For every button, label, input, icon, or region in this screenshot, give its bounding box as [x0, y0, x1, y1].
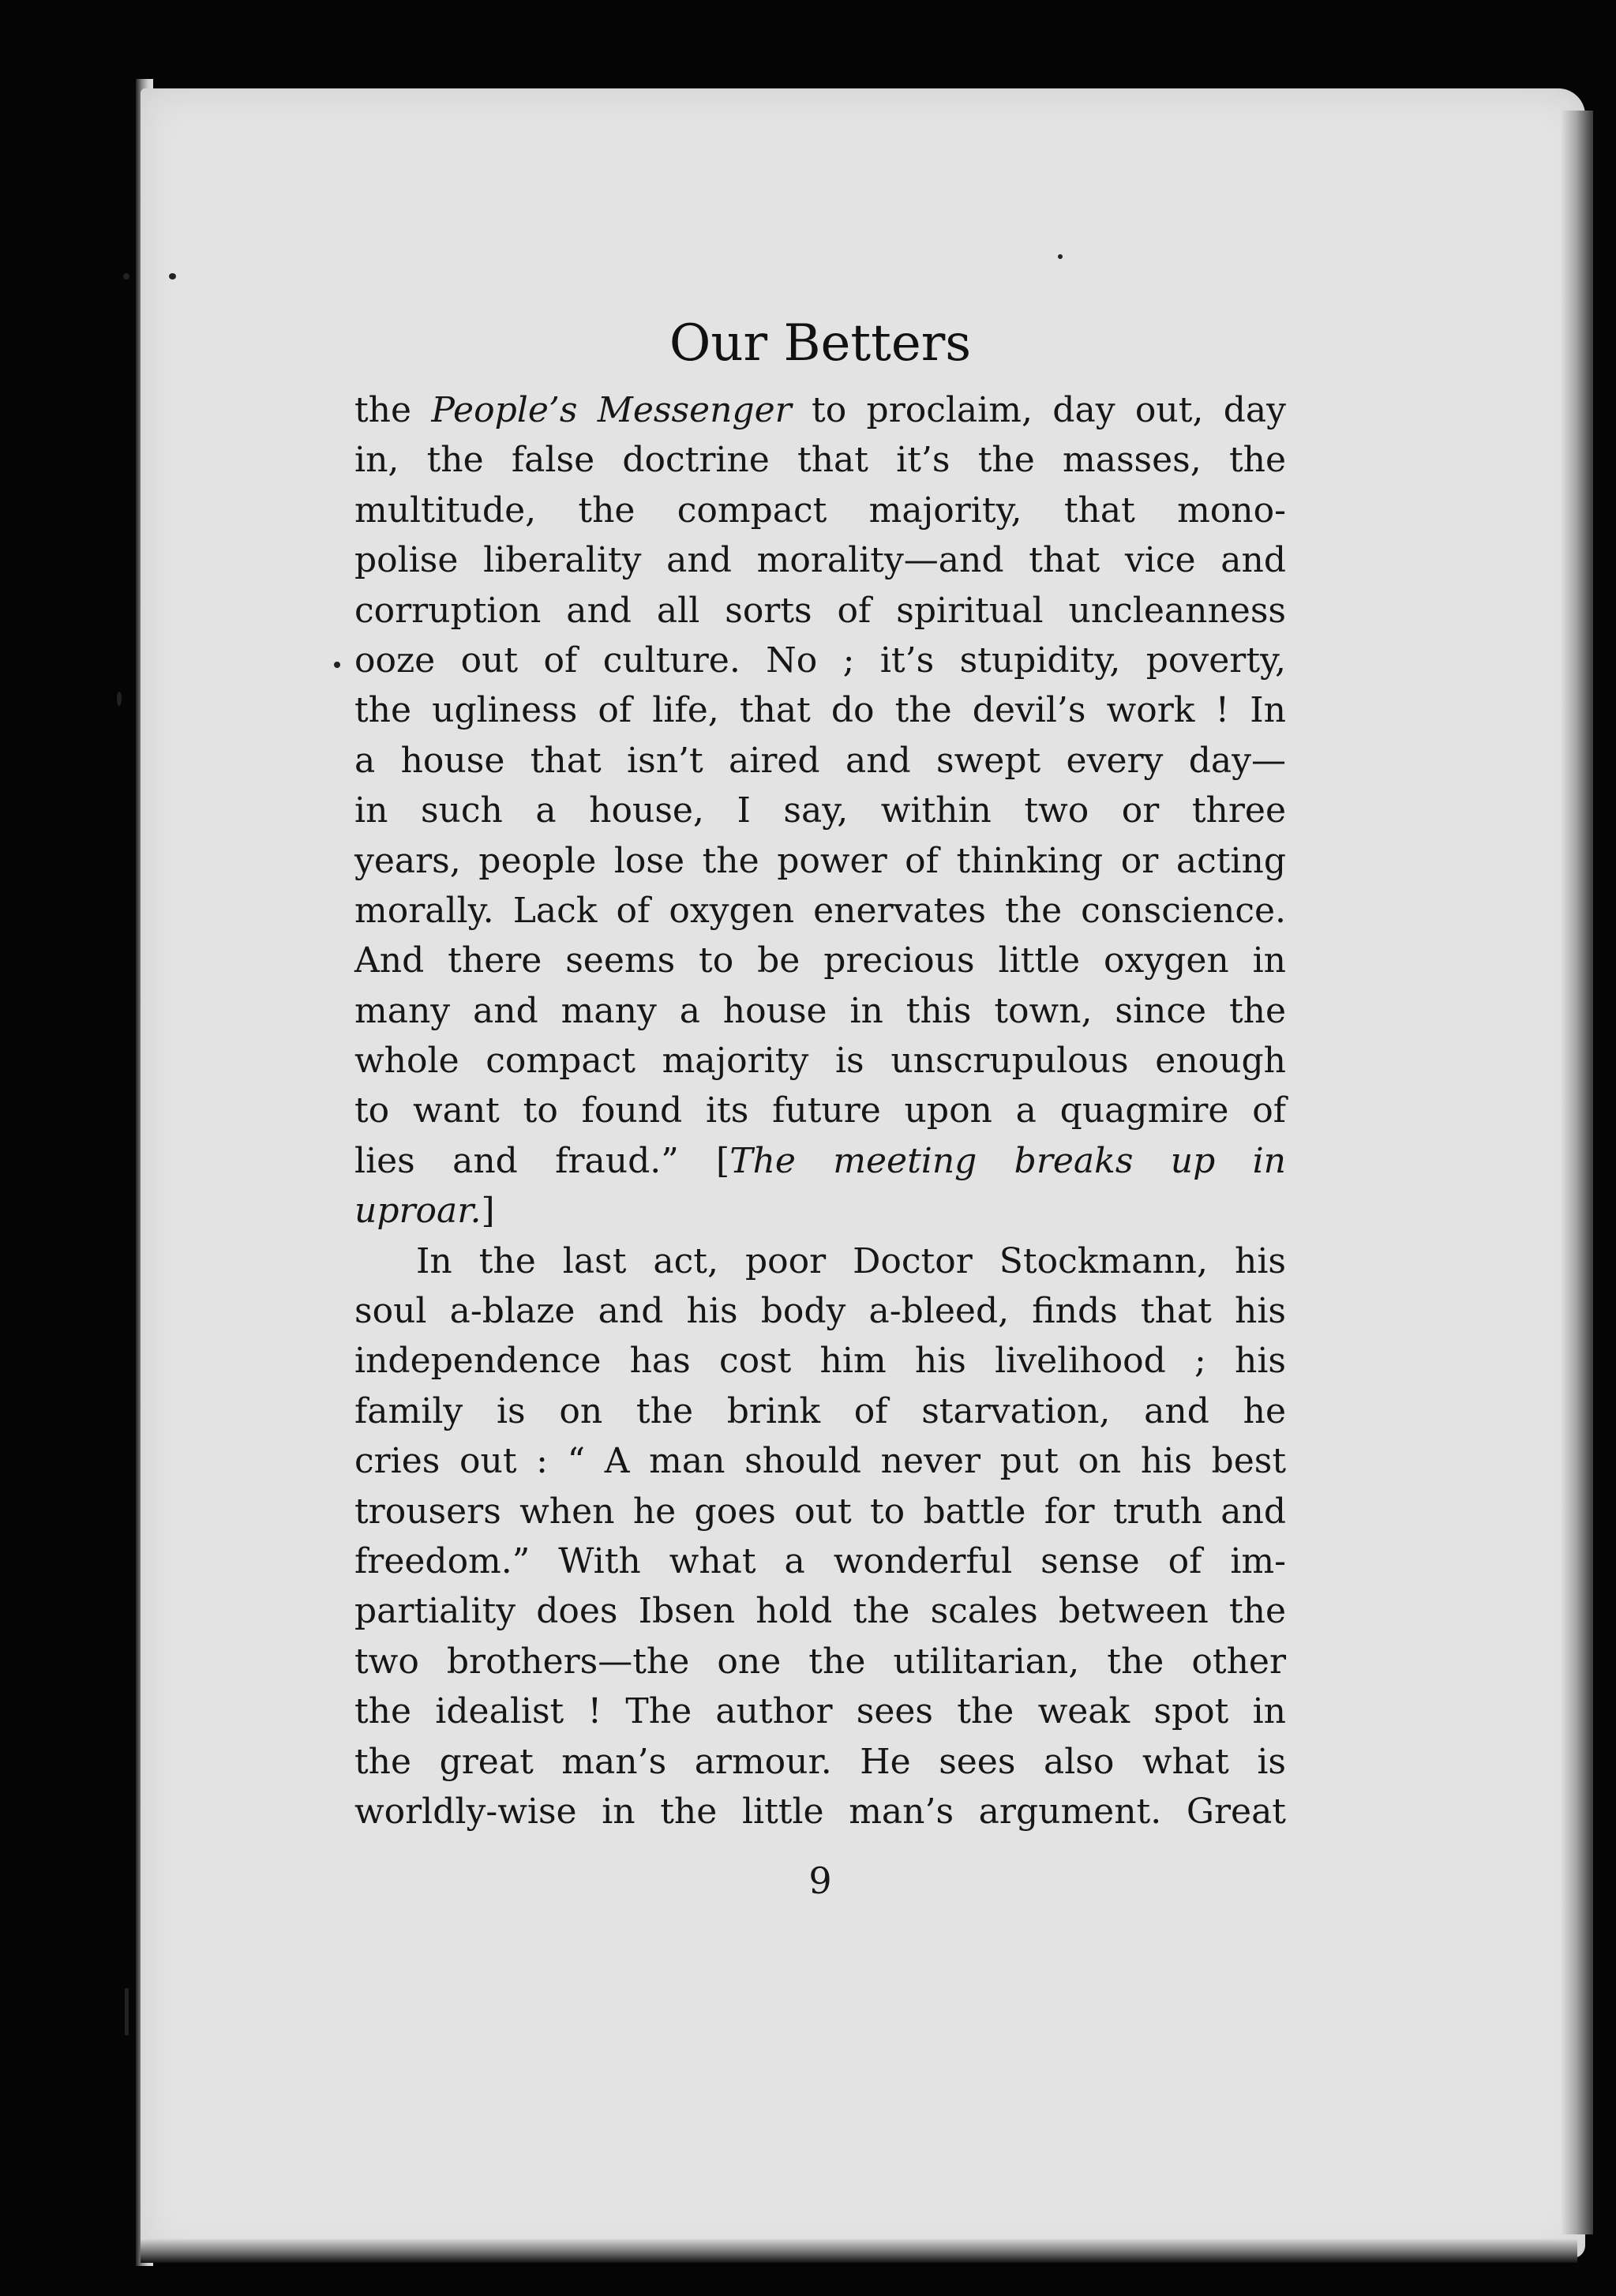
text-line: trousers when he goes out to battle for truth and: [354, 1491, 1286, 1532]
italic-text: People’s Messenger: [431, 390, 792, 430]
page-edge-bottom: [141, 2239, 1577, 2263]
roman-text: the: [354, 390, 432, 430]
italic-text: uproar.: [354, 1191, 482, 1232]
text-line: whole compact majority is unscrupulous enough: [354, 1041, 1286, 1082]
roman-text: to proclaim, day out, day: [791, 390, 1287, 430]
margin-speck: [1058, 254, 1063, 259]
page-edge-right: [1562, 111, 1593, 2234]
text-line: cries out : “ A man should never put on his best: [354, 1441, 1286, 1482]
text-line: family is on the brink of starvation, and he: [354, 1390, 1286, 1431]
italic-text: The meeting breaks up in: [729, 1140, 1286, 1181]
text-line: And there seems to be precious little oxygen in: [354, 940, 1286, 981]
text-line: ooze out of culture. No ; it’s stupidity, poverty,: [354, 640, 1286, 681]
text-line: corruption and all sorts of spiritual uncleanness: [354, 590, 1286, 631]
roman-text: lies and fraud.” [: [354, 1140, 730, 1181]
body-text: [354, 385, 1286, 1836]
text-line: years, people lose the power of thinking or acting: [354, 840, 1286, 881]
text-line: the great man’s armour. He sees also what is: [354, 1741, 1286, 1782]
text-line: in, the false doctrine that it’s the masses, the: [354, 440, 1286, 481]
text-line: In the last act, poor Doctor Stockmann, his: [416, 1240, 1286, 1281]
margin-speck: [123, 273, 129, 279]
text-line: soul a-blaze and his body a-bleed, finds that his: [354, 1291, 1286, 1332]
text-line: worldly-wise in the little man’s argument. Great: [354, 1791, 1286, 1832]
margin-speck: [169, 273, 176, 279]
text-line: many and many a house in this town, since the: [354, 990, 1286, 1031]
text-line: polise liberality and morality—and that vice and: [354, 540, 1286, 581]
margin-speck: [334, 662, 340, 668]
text-line: the ugliness of life, that do the devil’s work ! In: [354, 690, 1286, 731]
text-line: [354, 385, 1286, 435]
text-line: in such a house, I say, within two or three: [354, 790, 1286, 831]
text-line: morally. Lack of oxygen enervates the conscience.: [354, 890, 1286, 931]
text-line: [354, 1136, 1286, 1186]
text-line: the idealist ! The author sees the weak spot in: [354, 1691, 1286, 1732]
text-line: independence has cost him his livelihood ; his: [354, 1341, 1286, 1382]
text-line: a house that isn’t aired and swept every day—: [354, 740, 1286, 781]
page-number: 9: [808, 1859, 832, 1902]
text-line: [354, 1186, 1286, 1236]
text-line: two brothers—the one the utilitarian, the other: [354, 1641, 1286, 1682]
text-block: [354, 308, 1286, 1836]
margin-speck: [125, 1988, 129, 2035]
text-line: freedom.” With what a wonderful sense of im-: [354, 1540, 1286, 1581]
text-line: to want to found its future upon a quagmire of: [354, 1090, 1286, 1131]
text-line: partiality does Ibsen hold the scales between the: [354, 1591, 1286, 1632]
roman-text: ]: [481, 1191, 495, 1232]
margin-speck: [117, 692, 122, 706]
running-head: Our Betters: [669, 314, 972, 373]
text-line: multitude, the compact majority, that mono-: [354, 490, 1286, 531]
